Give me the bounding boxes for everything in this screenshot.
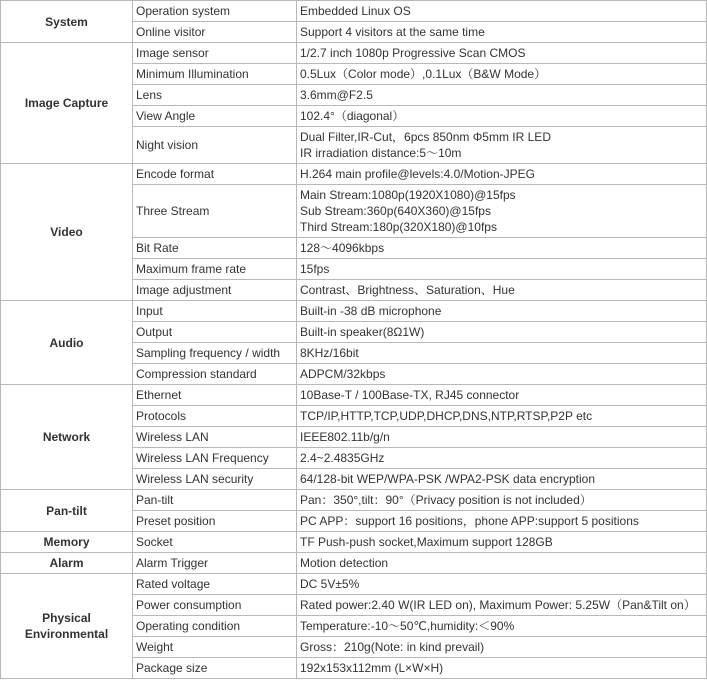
value-line: 10Base-T / 100Base-TX, RJ45 connector [300, 388, 520, 402]
spec-row [1, 43, 707, 64]
value-line: IEEE802.11b/g/n [300, 430, 390, 444]
parameter-value [297, 448, 707, 469]
parameter-value [297, 574, 707, 595]
parameter-name: Minimum Illumination [133, 64, 297, 85]
value-line: Dual Filter,IR-Cut，6pcs 850nm Φ5mm IR LED [300, 130, 551, 144]
parameter-value [297, 637, 707, 658]
value-line: Temperature:-10～50℃,humidity:＜90% [300, 619, 515, 633]
category-cell [1, 1, 133, 43]
parameter-value [297, 385, 707, 406]
value-line: Gross：210g(Note: in kind prevail) [300, 640, 485, 654]
parameter-value [297, 616, 707, 637]
parameter-name: Wireless LAN security [133, 469, 297, 490]
parameter-value [297, 658, 707, 679]
parameter-name: Online visitor [133, 22, 297, 43]
category-cell [1, 385, 133, 490]
parameter-name: Image adjustment [133, 280, 297, 301]
value-line: 3.6mm@F2.5 [300, 88, 373, 102]
category-cell [1, 532, 133, 553]
parameter-value [297, 259, 707, 280]
spec-row [1, 385, 707, 406]
parameter-name: View Angle [133, 106, 297, 127]
parameter-name: Operation system [133, 1, 297, 22]
parameter-name: Weight [133, 637, 297, 658]
parameter-value [297, 343, 707, 364]
parameter-name: Encode format [133, 164, 297, 185]
parameter-value [297, 532, 707, 553]
parameter-name: Input [133, 301, 297, 322]
parameter-name: Night vision [133, 127, 297, 164]
category-label: Image Capture [24, 96, 109, 110]
parameter-value [297, 22, 707, 43]
spec-row [1, 301, 707, 322]
value-line: ADPCM/32kbps [300, 367, 386, 381]
category-label: Video [50, 225, 83, 239]
parameter-name: Compression standard [133, 364, 297, 385]
parameter-name: Alarm Trigger [133, 553, 297, 574]
value-line: Pan：350°,tilt：90°（Privacy position is not included） [300, 493, 592, 507]
category-label: Audio [49, 335, 84, 350]
parameter-value [297, 43, 707, 64]
value-line: TCP/IP,HTTP,TCP,UDP,DHCP,DNS,NTP,RTSP,P2P etc [300, 409, 593, 423]
category-cell [1, 43, 133, 164]
parameter-name: Wireless LAN Frequency [133, 448, 297, 469]
parameter-value [297, 280, 707, 301]
parameter-value [297, 127, 707, 164]
parameter-value [297, 185, 707, 238]
value-line: DC 5V±5% [300, 577, 360, 591]
parameter-name: Protocols [133, 406, 297, 427]
value-line: Main Stream:1080p(1920X1080)@15fps [300, 188, 516, 202]
parameter-name: Wireless LAN [133, 427, 297, 448]
parameter-name: Operating condition [133, 616, 297, 637]
value-line: 8KHz/16bit [300, 346, 359, 360]
parameter-value [297, 406, 707, 427]
parameter-name: Lens [133, 85, 297, 106]
parameter-value [297, 595, 707, 616]
value-line: IR irradiation distance:5～10m [300, 146, 462, 160]
parameter-name: Image sensor [133, 43, 297, 64]
value-line: 1/2.7 inch 1080p Progressive Scan CMOS [300, 46, 526, 60]
value-line: PC APP：support 16 positions，phone APP:support 5 positions [300, 514, 639, 528]
parameter-name: Socket [133, 532, 297, 553]
spec-row [1, 532, 707, 553]
category-label: Memory [43, 535, 90, 549]
parameter-value [297, 553, 707, 574]
category-cell [1, 490, 133, 532]
value-line: 2.4~2.4835GHz [300, 451, 385, 465]
value-line: Sub Stream:360p(640X360)@15fps [300, 204, 491, 218]
value-line: Third Stream:180p(320X180)@10fps [300, 220, 497, 234]
category-cell [1, 164, 133, 301]
parameter-name: Rated voltage [133, 574, 297, 595]
parameter-value [297, 322, 707, 343]
category-label: System [45, 14, 88, 29]
value-line: Embedded Linux OS [300, 4, 411, 18]
parameter-value [297, 364, 707, 385]
parameter-value [297, 64, 707, 85]
parameter-name: Sampling frequency / width [133, 343, 297, 364]
parameter-value [297, 164, 707, 185]
value-line: Motion detection [300, 556, 389, 570]
category-label: Pan-tilt [46, 503, 87, 518]
value-line: 64/128-bit WEP/WPA-PSK /WPA2-PSK data encryption [300, 472, 596, 486]
value-line: 0.5Lux（Color mode）,0.1Lux（B&W Mode） [300, 67, 547, 81]
parameter-name: Pan-tilt [133, 490, 297, 511]
value-line: Rated power:2.40 W(IR LED on), Maximum Power: 5.25W（Pan&Tilt on） [300, 598, 696, 612]
spec-row [1, 1, 707, 22]
parameter-value [297, 85, 707, 106]
category-label: Environmental [24, 627, 109, 641]
parameter-value [297, 301, 707, 322]
value-line: Support 4 visitors at the same time [300, 25, 485, 39]
value-line: 192x153x112mm (L×W×H) [300, 661, 444, 675]
parameter-name: Output [133, 322, 297, 343]
category-label: Physical [42, 611, 91, 625]
value-line: 128～4096kbps [300, 241, 385, 255]
category-label: Alarm [49, 556, 84, 570]
value-line: 102.4°（diagonal） [300, 109, 405, 123]
parameter-value [297, 1, 707, 22]
category-label: Network [42, 430, 91, 444]
parameter-value [297, 511, 707, 532]
parameter-name: Three Stream [133, 185, 297, 238]
parameter-name: Preset position [133, 511, 297, 532]
parameter-name: Maximum frame rate [133, 259, 297, 280]
parameter-value [297, 238, 707, 259]
spec-table-body [1, 1, 707, 679]
spec-row [1, 164, 707, 185]
category-cell [1, 553, 133, 574]
spec-row [1, 490, 707, 511]
parameter-name: Bit Rate [133, 238, 297, 259]
value-line: H.264 main profile@levels:4.0/Motion-JPEG [300, 167, 535, 181]
spec-row [1, 574, 707, 595]
parameter-value [297, 427, 707, 448]
parameter-value [297, 469, 707, 490]
value-line: Built-in speaker(8Ω1W) [300, 325, 425, 339]
value-line: 15fps [300, 262, 330, 276]
category-cell [1, 301, 133, 385]
category-cell [1, 574, 133, 679]
parameter-value [297, 490, 707, 511]
spec-row [1, 553, 707, 574]
value-line: TF Push-push socket,Maximum support 128GB [300, 535, 553, 549]
parameter-value [297, 106, 707, 127]
value-line: Contrast、Brightness、Saturation、Hue [300, 283, 515, 297]
parameter-name: Ethernet [133, 385, 297, 406]
parameter-name: Package size [133, 658, 297, 679]
parameter-name: Power consumption [133, 595, 297, 616]
value-line: Built-in -38 dB microphone [300, 304, 442, 318]
